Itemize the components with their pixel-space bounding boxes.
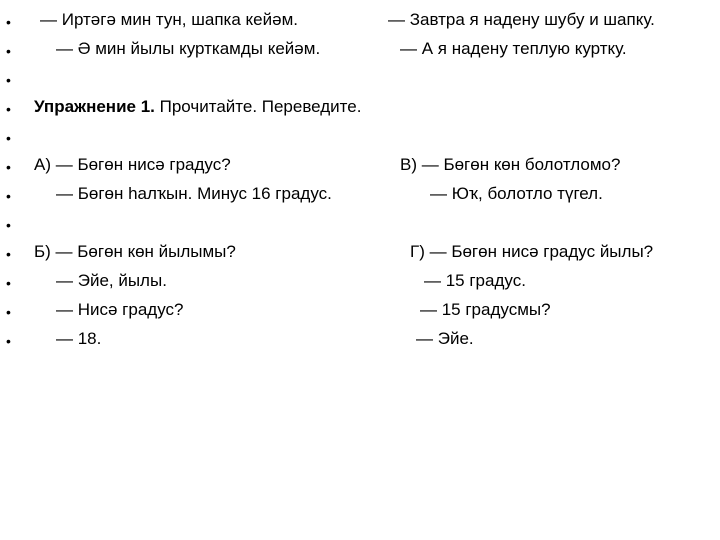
bullet-line — [0, 184, 720, 213]
right-text: В) — Бөгөн көн болотломо? — [400, 155, 621, 174]
right-text: — 15 градус. — [424, 271, 526, 290]
left-text: Б) — Бөгөн көн йылымы? — [34, 242, 236, 261]
left-text: — Нисә градус? — [56, 300, 184, 319]
exercise-heading — [34, 97, 361, 117]
bullet-marker: • — [6, 14, 11, 30]
right-text: — 15 градусмы? — [420, 300, 551, 319]
left-text: — Бөгөн һалҡын. Минус 16 градус. — [56, 184, 332, 203]
bullet-marker: • — [6, 333, 11, 349]
bullet-marker: • — [6, 159, 11, 175]
right-text: — Юҡ, болотло түгел. — [430, 184, 603, 203]
bullet-marker: • — [6, 72, 11, 88]
bullet-marker: • — [6, 246, 11, 262]
bullet-line — [0, 39, 720, 68]
right-text: Г) — Бөгөн нисә градус йылы? — [410, 242, 654, 261]
bullet-line — [0, 155, 720, 184]
bullet-marker: • — [6, 217, 11, 233]
bullet-line — [0, 242, 720, 271]
left-text: — 18. — [56, 329, 102, 348]
bullet-line — [0, 329, 720, 358]
bullet-line — [0, 10, 720, 39]
right-text: — А я надену теплую куртку. — [400, 39, 627, 58]
bullet-marker: • — [6, 304, 11, 320]
right-text: — Эйе. — [416, 329, 474, 348]
bullet-line — [0, 213, 720, 242]
bullet-line — [0, 271, 720, 300]
bullet-marker: • — [6, 101, 11, 117]
bullet-marker: • — [6, 43, 11, 59]
bullet-marker: • — [6, 275, 11, 291]
exercise-number: Упражнение 1. — [34, 97, 155, 116]
left-text: А) — Бөгөн нисә градус? — [34, 155, 231, 174]
bullet-line — [0, 126, 720, 155]
bullet-line — [0, 97, 720, 126]
bullet-marker: • — [6, 130, 11, 146]
left-text: — Эйе, йылы. — [56, 271, 167, 290]
bullet-line — [0, 300, 720, 329]
bullet-line — [0, 68, 720, 97]
left-text: — Иртәгә мин тун, шапка кейәм. — [40, 10, 298, 29]
bullet-marker: • — [6, 188, 11, 204]
left-text: — Ә мин йылы курткамды кейәм. — [56, 39, 321, 58]
right-text: — Завтра я надену шубу и шапку. — [388, 10, 655, 29]
exercise-instruction: Прочитайте. Переведите. — [154, 97, 362, 116]
